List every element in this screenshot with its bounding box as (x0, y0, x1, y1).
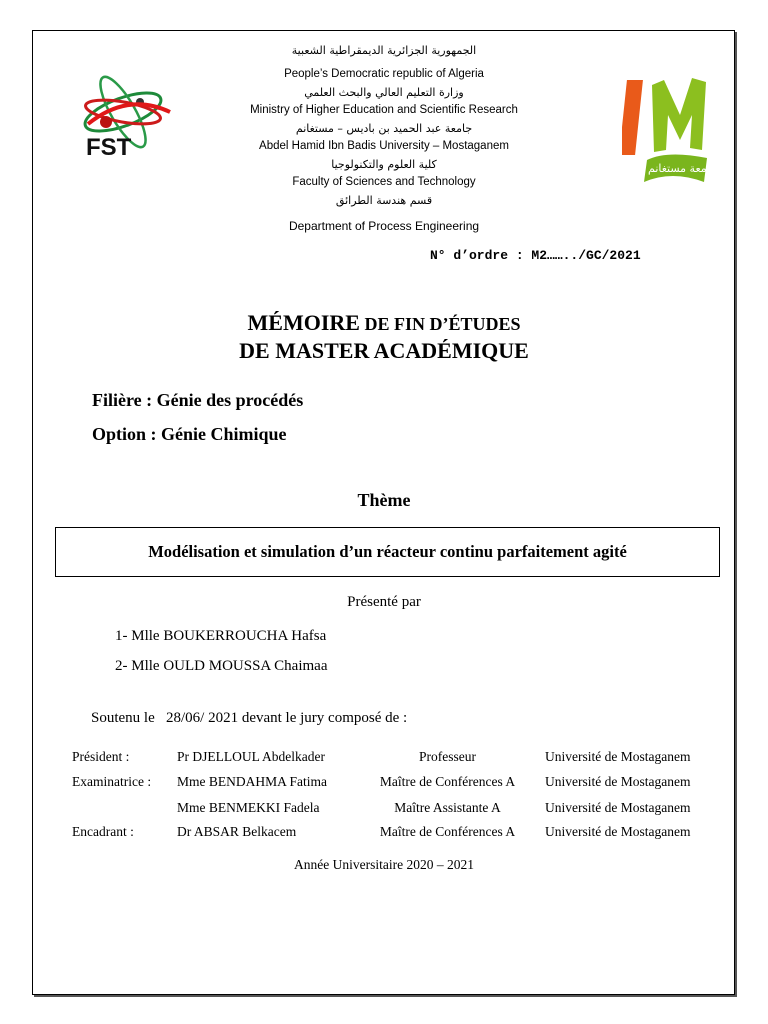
jury-grade: Maître Assistante A (394, 800, 501, 815)
author-1: 1- Mlle BOUKERROUCHA Hafsa (115, 628, 327, 644)
jury-row (0, 774, 768, 794)
jury-row (0, 800, 768, 820)
jury-name: Pr DJELLOUL Abdelkader (177, 749, 325, 764)
jury-role: Examinatrice : (72, 774, 152, 789)
jury-grade: Professeur (419, 749, 476, 764)
jury-grade: Maître de Conférences A (379, 824, 516, 839)
header-university: Abdel Hamid Ibn Badis University – Mostaganem (259, 140, 509, 152)
jury-name: Mme BENMEKKI Fadela (177, 800, 320, 815)
header-faculty: Faculty of Sciences and Technology (292, 176, 476, 188)
jury-row (0, 824, 768, 844)
jury-role: Président : (72, 749, 130, 764)
jury-university: Université de Mostaganem (545, 824, 691, 839)
title-word-memoire: MÉMOIRE (247, 310, 360, 335)
jury-university: Université de Mostaganem (545, 800, 691, 815)
option: Option : Génie Chimique (92, 424, 287, 444)
header-ministry: Ministry of Higher Education and Scientific Research (250, 104, 518, 116)
order-number: N° d’ordre : M2……../GC/2021 (430, 248, 641, 263)
header-arabic-faculty: كلية العلوم والتكنولوجيا (331, 158, 437, 171)
theme-label: Thème (357, 490, 411, 510)
jury-role: Encadrant : (72, 824, 134, 839)
academic-year: Année Universitaire 2020 – 2021 (294, 857, 474, 872)
jury-university: Université de Mostaganem (545, 774, 691, 789)
jury-name: Mme BENDAHMA Fatima (177, 774, 327, 789)
defense-line: Soutenu le 28/06/ 2021 devant le jury composé de : (91, 710, 408, 726)
jury-name: Dr ABSAR Belkacem (177, 824, 297, 839)
jury-university: Université de Mostaganem (545, 749, 691, 764)
theme-title: Modélisation et simulation d’un réacteur continu parfaitement agité (148, 542, 627, 561)
jury-row (0, 749, 768, 769)
memoire-title-line2: DE MASTER ACADÉMIQUE (239, 338, 529, 363)
jury-grade: Maître de Conférences A (379, 774, 516, 789)
filiere: Filière : Génie des procédés (92, 390, 304, 410)
header-arabic-department: قسم هندسة الطرائق (335, 194, 433, 207)
fst-logo-text: FST (86, 134, 132, 161)
theme-box (55, 527, 720, 577)
presented-by: Présenté par (347, 594, 421, 610)
author-2: 2- Mlle OULD MOUSSA Chaimaa (115, 658, 328, 674)
header-arabic-university: جامعة عبد الحميد بن باديس – مستغانم (295, 122, 473, 135)
header-department: Department of Process Engineering (288, 219, 480, 233)
university-logo-text: جامعة مستغانم (648, 162, 717, 175)
memoire-title-line1 (0, 310, 768, 336)
header-arabic-ministry: وزارة التعليم العالي والبحث العلمي (304, 86, 464, 99)
title-fin-etudes: DE FIN D’ÉTUDES (359, 314, 521, 334)
header-republic: People’s Democratic republic of Algeria (284, 68, 484, 80)
header-arabic-republic: الجمهورية الجزائرية الديمقراطية الشعبية (291, 44, 477, 57)
